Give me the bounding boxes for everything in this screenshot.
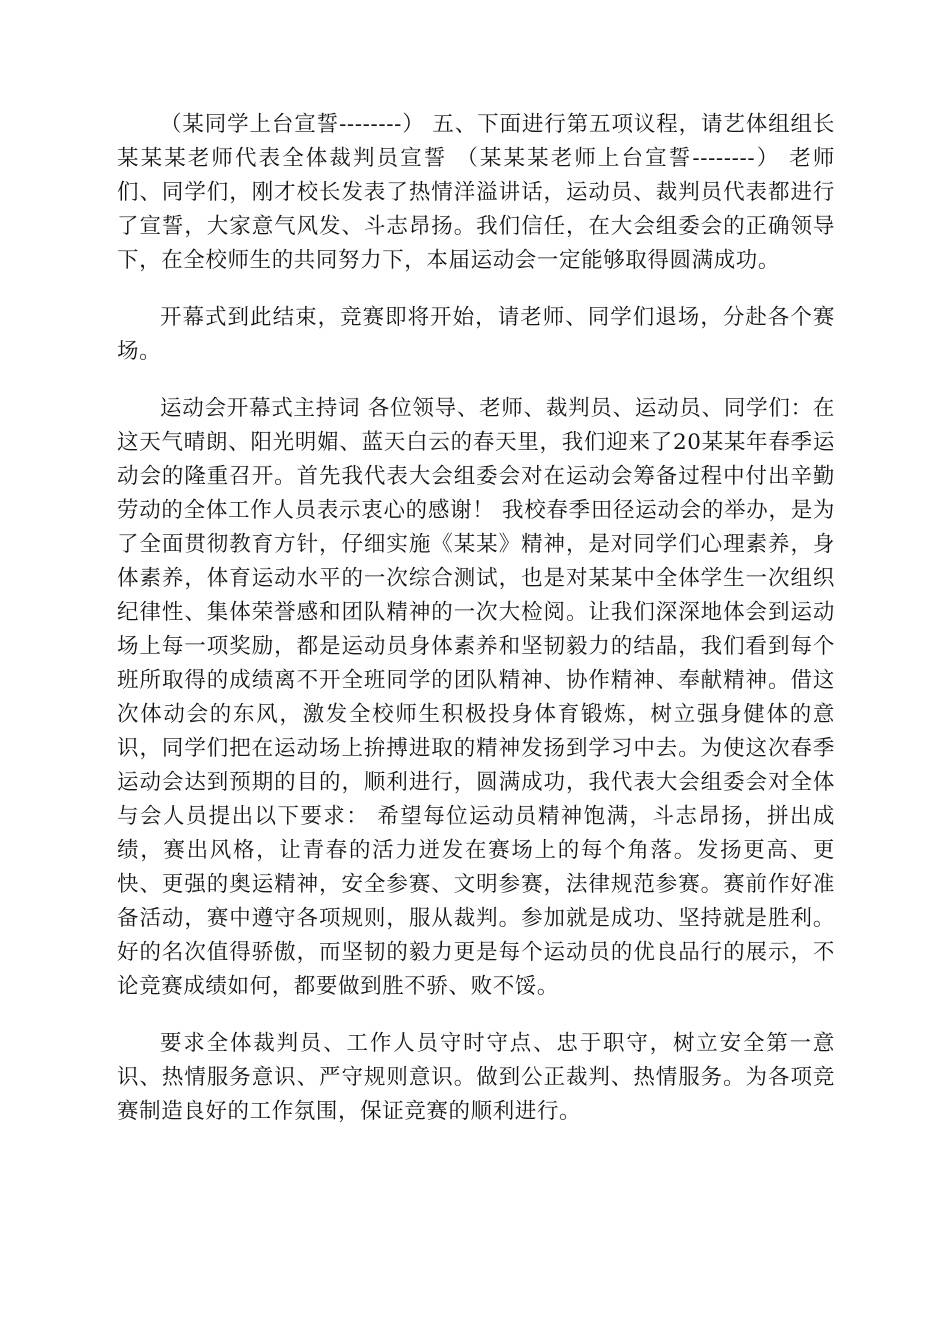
paragraph-ceremony-end: 开幕式到此结束，竞赛即将开始，请老师、同学们退场，分赴各个赛场。 xyxy=(117,305,835,364)
document-body xyxy=(117,108,835,1129)
paragraph-host-speech: 运动会开幕式主持词 各位领导、老师、裁判员、运动员、同学们：在这天气晴朗、阳光明媚、蓝天白云的春天里，我们迎来了20某某年春季运动会的隆重召开。首先我代表大会组委会对在运动会筹备过程中付出辛勤劳动的全体工作人员表示衷心的感谢！ 我校春季田径运动会的举办，是为了全面贯彻教育方针，仔细实施《某某》精神，是对同学们心理素养，身体素养，体育运动水平的一次综合测试，也是对某某中全体学生一次组织纪律性、集体荣誉感和团队精神的一次大检阅。让我们深深地体会到运动场上每一项奖励，都是运动员身体素养和坚韧毅力的结晶，我们看到每个班所取得的成绩离不开全班同学的团队精神、协作精神、奉献精神。借这次体动会的东风，激发全校师生积极投身体育锻炼，树立强身健体的意识，同学们把在运动场上拚搏进取的精神发扬到学习中去。为使这次春季运动会达到预期的目的，顺利进行，圆满成功，我代表大会组委会对全体与会人员提出以下要求： 希望每位运动员精神饱满，斗志昂扬，拼出成绩，赛出风格，让青春的活力迸发在赛场上的每个角落。发扬更高、更快、更强的奥运精神，安全参赛、文明参赛，法律规范参赛。赛前作好准备活动，赛中遵守各项规则，服从裁判。参加就是成功、坚持就是胜利。好的名次值得骄傲，而坚韧的毅力更是每个运动员的优良品行的展示，不论竞赛成绩如何，都要做到胜不骄、败不馁。 xyxy=(117,396,835,999)
paragraph-oath-proceedings: （某同学上台宣誓--------） 五、下面进行第五项议程，请艺体组组长某某某老师代表全体裁判员宣誓 （某某某老师上台宣誓--------） 老师们、同学们，刚才校长发表了热情洋溢讲话，运动员、裁判员代表都进行了宣誓，大家意气风发、斗志昂扬。我们信任，在大会组委会的正确领导下，在全校师生的共同努力下，本届运动会一定能够取得圆满成功。 xyxy=(117,112,835,273)
paragraph-referee-requirements: 要求全体裁判员、工作人员守时守点、忠于职守，树立安全第一意识、热情服务意识、严守规则意识。做到公正裁判、热情服务。为各项竞赛制造良好的工作氛围，保证竞赛的顺利进行。 xyxy=(117,1031,835,1124)
